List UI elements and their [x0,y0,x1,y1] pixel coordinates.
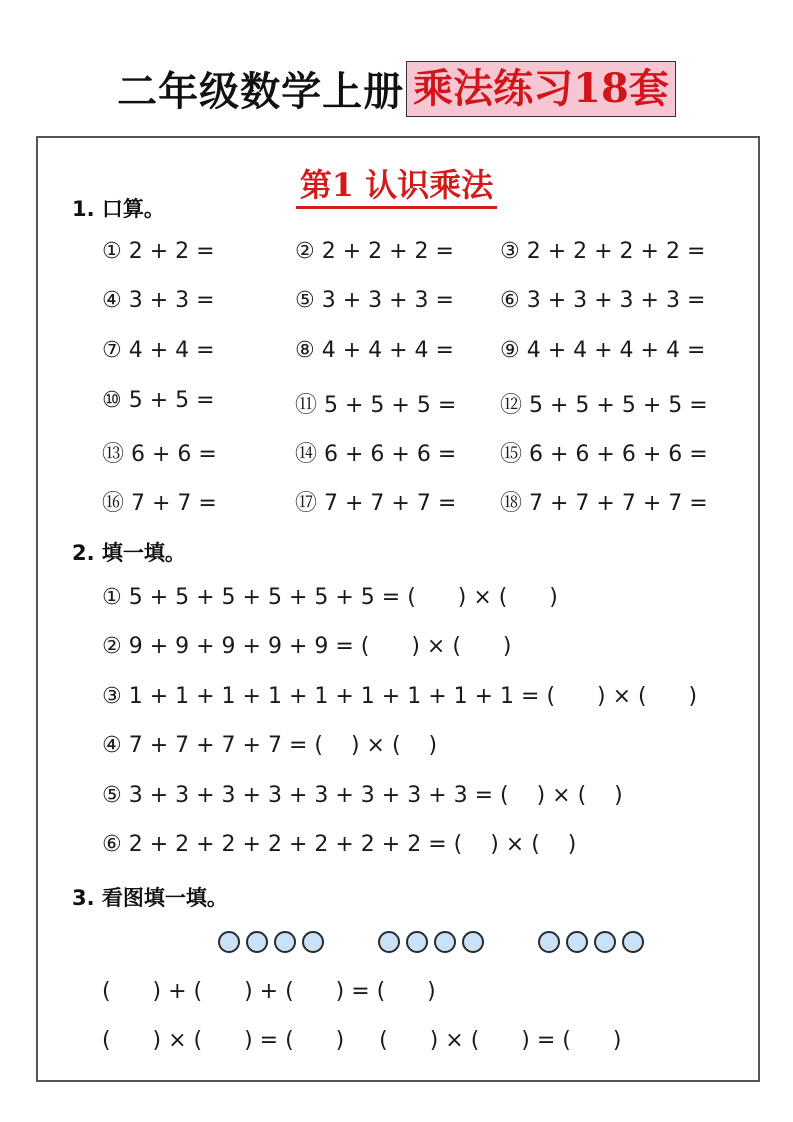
fill-item-1: ① 5 + 5 + 5 + 5 + 5 + 5 = ( ) × ( ) [102,585,558,610]
oral-item-12: ⑫ 5 + 5 + 5 + 5 = [500,393,708,418]
oral-item-11: ⑪ 5 + 5 + 5 = [295,393,457,418]
picture-fill-line-2: ( ) × ( ) = ( ) ( ) × ( ) = ( ) [102,1028,622,1053]
circle-group-2-item [434,931,456,953]
oral-item-18: ⑱ 7 + 7 + 7 + 7 = [500,491,708,516]
oral-item-1: ① 2 + 2 = [102,239,215,264]
oral-item-8: ⑧ 4 + 4 + 4 = [295,338,454,363]
oral-item-5: ⑤ 3 + 3 + 3 = [295,288,454,313]
circle-group-3-item [566,931,588,953]
question-1-heading: 1. 口算。 [72,197,165,221]
circle-group-1-item [246,931,268,953]
page-title-highlight: 乘法练习18套 [406,61,676,117]
fill-item-5: ⑤ 3 + 3 + 3 + 3 + 3 + 3 + 3 + 3 = ( ) × ( ) [102,783,623,808]
oral-item-10: ⑩ 5 + 5 = [102,388,215,413]
circle-group-1-item [302,931,324,953]
oral-item-3: ③ 2 + 2 + 2 + 2 = [500,239,706,264]
fill-item-6: ⑥ 2 + 2 + 2 + 2 + 2 + 2 + 2 = ( ) × ( ) [102,832,577,857]
question-2-heading: 2. 填一填。 [72,541,186,565]
circle-group-1-item [274,931,296,953]
picture-fill-line-1: ( ) + ( ) + ( ) = ( ) [102,979,436,1004]
page-header [0,60,793,117]
oral-item-16: ⑯ 7 + 7 = [102,491,217,516]
circle-group-2-item [378,931,400,953]
section-title-text: 第1 认识乘法 [296,166,497,209]
oral-item-7: ⑦ 4 + 4 = [102,338,215,363]
fill-item-3: ③ 1 + 1 + 1 + 1 + 1 + 1 + 1 + 1 + 1 = ( ) × ( ) [102,684,698,709]
fill-item-2: ② 9 + 9 + 9 + 9 + 9 = ( ) × ( ) [102,634,512,659]
circle-group-3-item [538,931,560,953]
oral-item-15: ⑮ 6 + 6 + 6 + 6 = [500,442,708,467]
circle-group-2-item [462,931,484,953]
oral-item-17: ⑰ 7 + 7 + 7 = [295,491,457,516]
fill-item-4: ④ 7 + 7 + 7 + 7 = ( ) × ( ) [102,733,438,758]
circle-group-1-item [218,931,240,953]
circle-group-3-item [594,931,616,953]
oral-item-13: ⑬ 6 + 6 = [102,442,217,467]
oral-item-14: ⑭ 6 + 6 + 6 = [295,442,457,467]
circle-group-3-item [622,931,644,953]
page-title: 二年级数学上册 [117,69,405,115]
oral-item-4: ④ 3 + 3 = [102,288,215,313]
oral-item-6: ⑥ 3 + 3 + 3 + 3 = [500,288,706,313]
circle-group-2-item [406,931,428,953]
question-3-heading: 3. 看图填一填。 [72,886,228,910]
oral-item-2: ② 2 + 2 + 2 = [295,239,454,264]
oral-item-9: ⑨ 4 + 4 + 4 + 4 = [500,338,706,363]
